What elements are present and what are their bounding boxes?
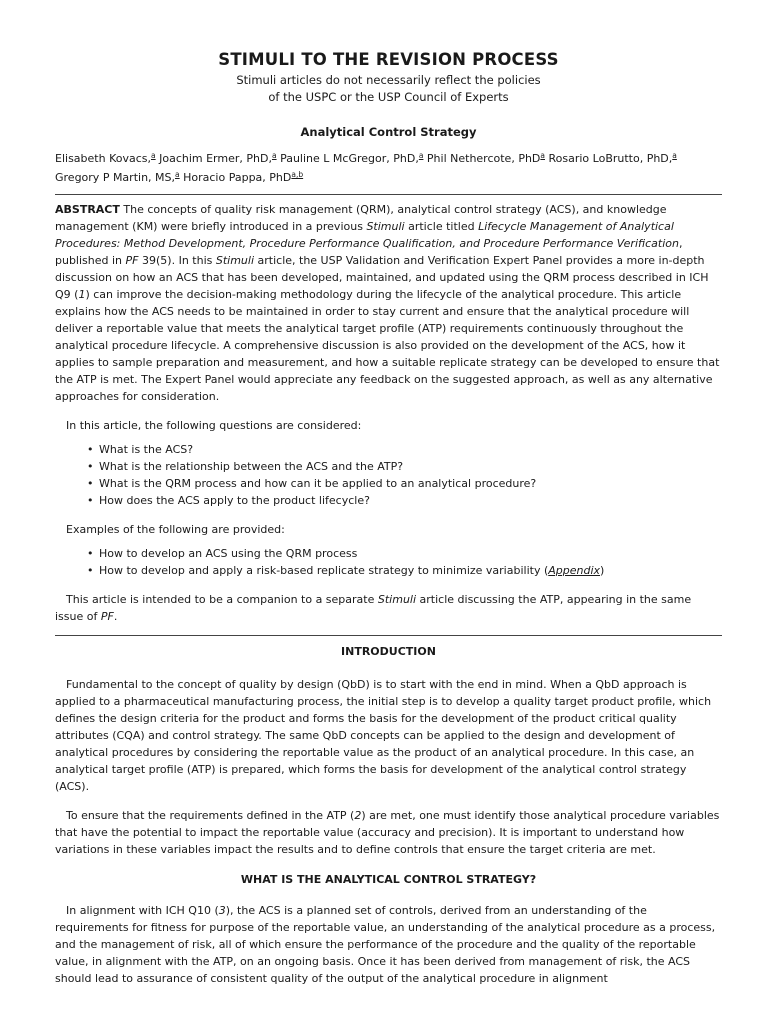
list-item-text: How to develop and apply a risk-based replicate strategy to minimize variability ( (99, 564, 549, 577)
paragraph-text: ) are met, one must identify those analytical procedure variables that have the potential to impact the reportable value (accuracy and precision). It is important to understand how variations in these variables impact the results and to define controls that ensure the target criteria are met. (55, 809, 720, 856)
abstract-text: ) can improve the decision-making methodology during the lifecycle of the analytical procedure. This article explains how the ACS needs to be maintained in order to stay current and ensure that the analytical procedure will deliver a reportable value that meets the analytical target profile (ATP) requirements continuously throughout the analytical procedure lifecycle. A comprehensive discussion is also provided on the development of the ACS, how it applies to sample preparation and measurement, and how a suitable replicate strategy can be developed to ensure that the ATP is met. The Expert Panel would appreciate any feedback on the suggested approach, as well as any alternative approaches for consideration. (55, 288, 720, 403)
bullet-icon: • (87, 494, 94, 507)
introduction-paragraph-2 (55, 807, 722, 858)
author-name: Pauline L McGregor, PhD, (276, 152, 419, 165)
paragraph-italic: PF (100, 610, 114, 623)
abstract-text: article titled (404, 220, 479, 233)
author-list (55, 149, 722, 187)
paragraph-text: article discussing the ATP, appearing in the same issue of (55, 593, 692, 623)
author-line-2 (55, 168, 722, 187)
list-item (87, 562, 722, 579)
author-name: Joachim Ermer, PhD, (155, 152, 272, 165)
affiliation-mark[interactable]: a (672, 151, 677, 160)
paragraph-text: . (113, 610, 118, 623)
list-item-text: What is the ACS? (99, 443, 194, 456)
article-title: Analytical Control Strategy (300, 125, 477, 139)
bullet-icon: • (87, 443, 94, 456)
reference-number[interactable]: 2 (354, 809, 362, 822)
acs-section-heading: WHAT IS THE ANALYTICAL CONTROL STRATEGY? (240, 873, 537, 886)
list-item (87, 441, 722, 458)
appendix-link[interactable]: Appendix (548, 564, 601, 577)
list-item (87, 492, 722, 509)
introduction-heading: INTRODUCTION (341, 645, 436, 658)
abstract-paragraph (55, 201, 722, 405)
reference-number[interactable]: 3 (218, 904, 226, 917)
acs-paragraph-1 (55, 902, 722, 987)
examples-list (55, 545, 722, 579)
introduction-paragraph-1: Fundamental to the concept of quality by design (QbD) is to start with the end in mind. When a QbD approach is applied to a pharmaceutical manufacturing process, the initial step is to develop a quality target product profile, which defines the design criteria for the product and forms the basis for the development of the product critical quality attributes (CQA) and control strategy. The same QbD concepts can be applied to the design and development of analytical procedures by considering the reportable value as the product of an analytical procedure. In this case, an analytical target profile (ATP) is prepared, which forms the basis for development of the analytical control strategy (ACS). (55, 678, 712, 793)
abstract-italic: PF (125, 254, 139, 267)
examples-intro: Examples of the following are provided: (66, 523, 285, 536)
author-name: Elisabeth Kovacs, (55, 152, 151, 165)
abstract-text: , published in (55, 237, 683, 267)
document-page (55, 50, 722, 987)
affiliation-mark[interactable]: a (175, 170, 180, 179)
list-item (87, 458, 722, 475)
abstract-label: ABSTRACT (55, 203, 120, 216)
list-item-text: What is the relationship between the ACS and the ATP? (99, 460, 404, 473)
paragraph-italic: Stimuli (377, 593, 417, 606)
list-item (87, 475, 722, 492)
abstract-text: article, the USP Validation and Verification Expert Panel provides a more in-depth discussion on how an ACS that has been developed, maintained, and updated using the QRM process described in ICH Q9 ( (55, 254, 709, 301)
disclaimer-line-1: Stimuli articles do not necessarily reflect the policies (236, 73, 541, 87)
author-name: Phil Nethercote, PhD (423, 152, 541, 165)
affiliation-mark[interactable]: a (418, 151, 424, 160)
divider (55, 635, 722, 636)
divider (55, 194, 722, 195)
list-item (87, 545, 722, 562)
paragraph-text: To ensure that the requirements defined in the ATP ( (66, 809, 355, 822)
author-name: Horacio Pappa, PhD (179, 171, 292, 184)
list-item-text: How does the ACS apply to the product lifecycle? (99, 494, 370, 507)
abstract-italic: Stimuli (366, 220, 405, 233)
affiliation-mark[interactable]: a (151, 151, 156, 160)
paragraph-text: This article is intended to be a companion to a separate (66, 593, 378, 606)
paragraph-text: In alignment with ICH Q10 ( (66, 904, 219, 917)
list-item-text: How to develop an ACS using the QRM process (99, 547, 358, 560)
questions-intro: In this article, the following questions are considered: (66, 419, 362, 432)
abstract-italic: Stimuli (215, 254, 255, 267)
list-item-text: What is the QRM process and how can it be applied to an analytical procedure? (99, 477, 537, 490)
paragraph-text: ), the ACS is a planned set of controls, derived from an understanding of the requirements for fitness for purpose of the reportable value, an understanding of the analytical procedure as a process, and the management of risk, all of which ensure the performance of the procedure and the quality of the reportable value, in alignment with the ATP, on an ongoing basis. Once it has been derived from management of risk, the ACS should lead to assurance of consistent quality of the output of the analytical procedure in alignment (55, 904, 716, 985)
affiliation-mark[interactable]: a (271, 151, 277, 160)
bullet-icon: • (87, 564, 94, 577)
affiliation-mark[interactable]: a,b (291, 170, 304, 179)
bullet-icon: • (87, 477, 94, 490)
list-item-text: ) (600, 564, 605, 577)
abstract-text: The concepts of quality risk management (QRM), analytical control strategy (ACS), and knowledge management (KM) were briefly introduced in a previous (55, 203, 667, 233)
reference-number[interactable]: 1 (78, 288, 86, 301)
author-name: Gregory P Martin, MS, (55, 171, 176, 184)
author-name: Rosario LoBrutto, PhD, (545, 152, 673, 165)
companion-paragraph (55, 591, 722, 625)
author-line-1 (55, 149, 722, 168)
abstract-text: 39(5). In this (138, 254, 216, 267)
document-title: STIMULI TO THE REVISION PROCESS (218, 50, 559, 69)
cited-article-title: Lifecycle Management of Analytical Procedures: Method Development, Procedure Performance Qualification, and Procedure Performance Verification (55, 220, 679, 250)
disclaimer-line-2: of the USPC or the USP Council of Experts (268, 90, 509, 104)
affiliation-mark[interactable]: a (540, 151, 545, 160)
questions-list (55, 441, 722, 509)
bullet-icon: • (87, 460, 94, 473)
bullet-icon: • (87, 547, 94, 560)
